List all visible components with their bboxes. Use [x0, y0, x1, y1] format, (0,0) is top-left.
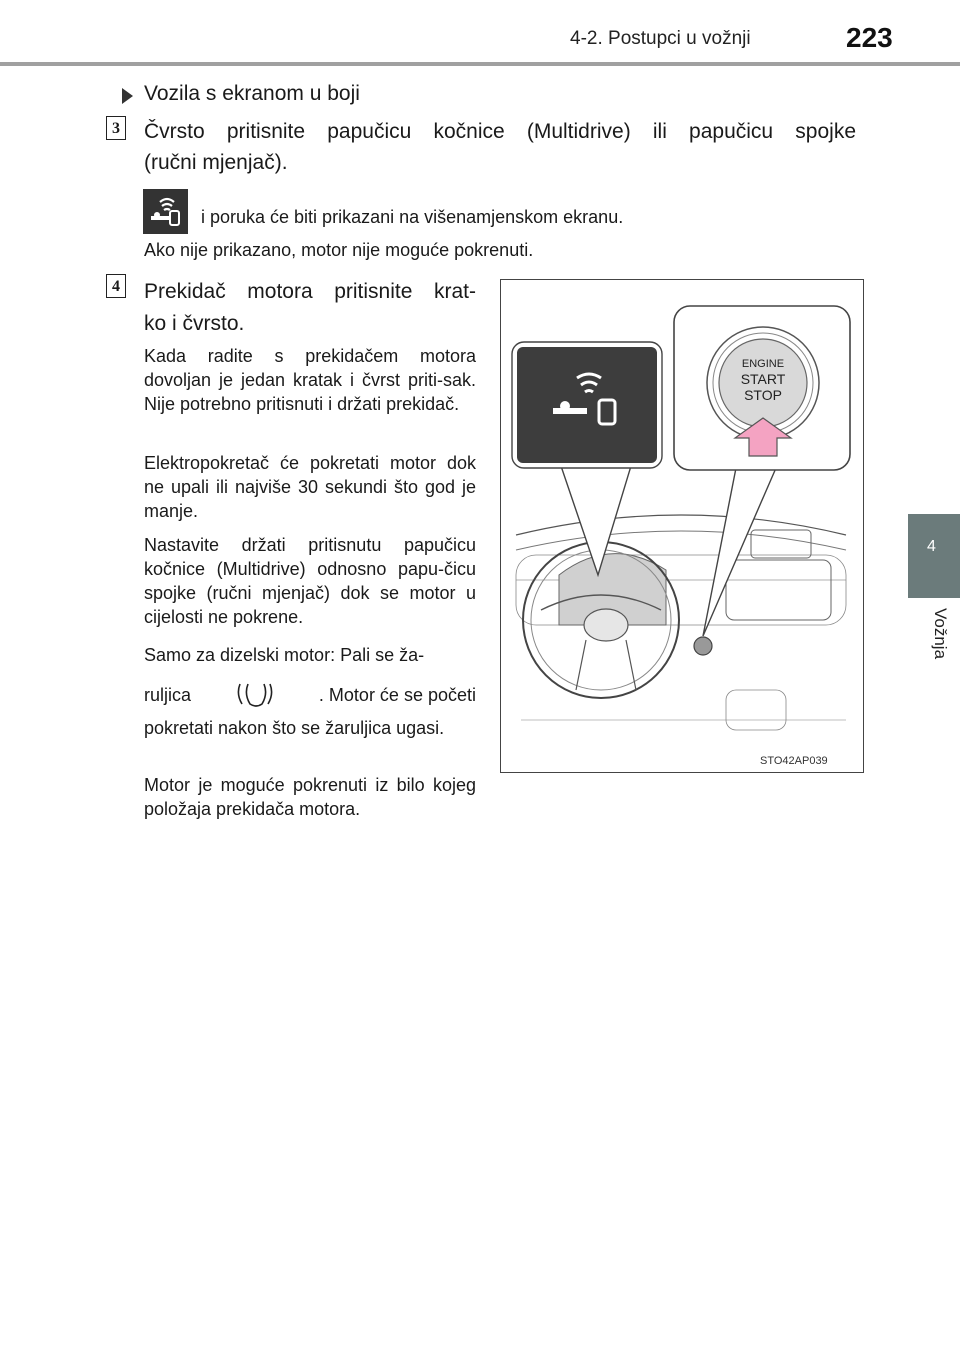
section-title: 4-2. Postupci u vožnji: [570, 28, 751, 49]
step3-text-line2: (ručni mjenjač).: [144, 151, 288, 174]
step4-paragraph-4-word: ruljica: [144, 685, 192, 705]
step4-paragraph-4-rest: pokretati nakon što se žaruljica ugasi.: [144, 718, 445, 738]
step3-icon-note: i poruka će biti prikazani na višenamjenskom ekranu.: [201, 207, 624, 227]
start-button-text-1: ENGINE: [741, 358, 785, 370]
step4-title-line2: ko i čvrsto.: [144, 312, 245, 335]
step3-text-line1: Čvrsto pritisnite papučicu kočnice (Multidrive) ili papučicu spojke: [144, 120, 856, 143]
start-button-text-2: START: [740, 371, 786, 387]
key-wireless-icon: [143, 189, 188, 234]
page-number: 223: [846, 22, 893, 53]
step-number-3: 3: [106, 116, 126, 140]
header-divider: [0, 62, 960, 66]
step4-paragraph-4-line2: [144, 682, 476, 708]
dashboard-illustration: [500, 279, 864, 773]
step4-title-line1: Prekidač motora pritisnite krat-: [144, 280, 476, 303]
chapter-tab-label: Vožnja: [931, 608, 950, 660]
glow-plug-icon: [191, 682, 319, 708]
step4-paragraph-4-line1: Samo za dizelski motor: Pali se ža-: [144, 645, 425, 665]
start-button-text-3: STOP: [744, 387, 782, 403]
step3-note: Ako nije prikazano, motor nije moguće pokrenuti.: [144, 240, 534, 260]
step4-paragraph-5: Motor je moguće pokrenuti iz bilo kojeg položaja prekidača motora.: [144, 775, 476, 819]
step4-paragraph-3: Nastavite držati pritisnutu papučicu kočnice (Multidrive) odnosno papu-čicu spojke (ručni mjenjač) dok se motor u cijelosti ne pokrene.: [144, 535, 476, 627]
chapter-tab: [908, 514, 960, 598]
step4-paragraph-4-after-icon: . Motor će se početi: [318, 685, 476, 705]
bullet-triangle-icon: [122, 88, 133, 104]
step4-paragraph-1: Kada radite s prekidačem motora dovoljan je jedan kratak i čvrst priti-sak. Nije potrebno pritisnuti i držati prekidač.: [144, 346, 476, 414]
figure-caption: STO42AP039: [760, 755, 828, 767]
step-number-4: 4: [106, 274, 126, 298]
bullet-text: Vozila s ekranom u boji: [144, 82, 360, 105]
dashboard-drawing: [501, 280, 863, 772]
step4-paragraph-2: Elektropokretač će pokretati motor dok ne upali ili najviše 30 sekundi što god je manje.: [144, 453, 476, 521]
chapter-tab-number: 4: [927, 538, 936, 555]
